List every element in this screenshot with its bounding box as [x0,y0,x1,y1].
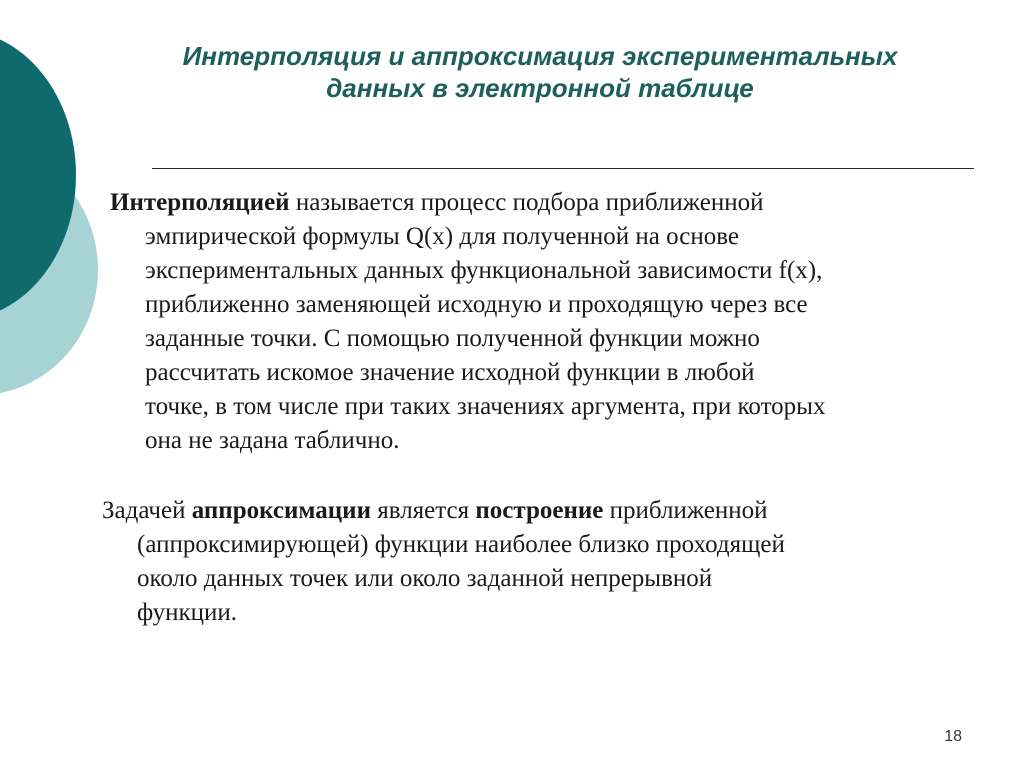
paragraph-line: точке, в том числе при таких значениях аргумента, при которых [145,393,826,420]
paragraph-line: около данных точек или около заданной непрерывной [137,565,713,592]
paragraph-line: экспериментальных данных функциональной зависимости f(x), [145,257,823,284]
paragraph-line [102,494,785,528]
paragraph-line: приближенно заменяющей исходную и проходящую через все [145,291,808,318]
paragraph-text: Задачей [102,497,192,524]
paragraph-line: (аппроксимирующей) функции наиболее близко проходящей [137,531,785,558]
approximation-term: аппроксимации [191,497,371,524]
page-number: 18 [944,728,962,745]
approximation-paragraph [102,494,785,630]
title-line-1: Интерполяция и аппроксимация экспериментальных [182,41,898,71]
title-line-2: данных в электронной таблице [326,73,754,103]
paragraph-line: эмпирической формулы Q(x) для полученной на основе [145,223,739,250]
paragraph-line: рассчитать искомое значение исходной функции в любой [145,359,755,386]
interpolation-term: Интерполяцией [110,189,290,216]
paragraph-text: приближенной [603,497,768,524]
paragraph-text: называется процесс подбора приближенной [289,189,764,216]
slide-title [100,40,980,104]
interpolation-paragraph [110,186,825,458]
construction-term: построение [475,497,604,524]
paragraph-line: она не задана таблично. [145,427,400,454]
paragraph-line: функции. [137,599,237,626]
paragraph-line: заданные точки. С помощью полученной функции можно [145,325,760,352]
title-divider [152,168,974,169]
paragraph-text: является [370,497,476,524]
paragraph-line [110,186,825,220]
